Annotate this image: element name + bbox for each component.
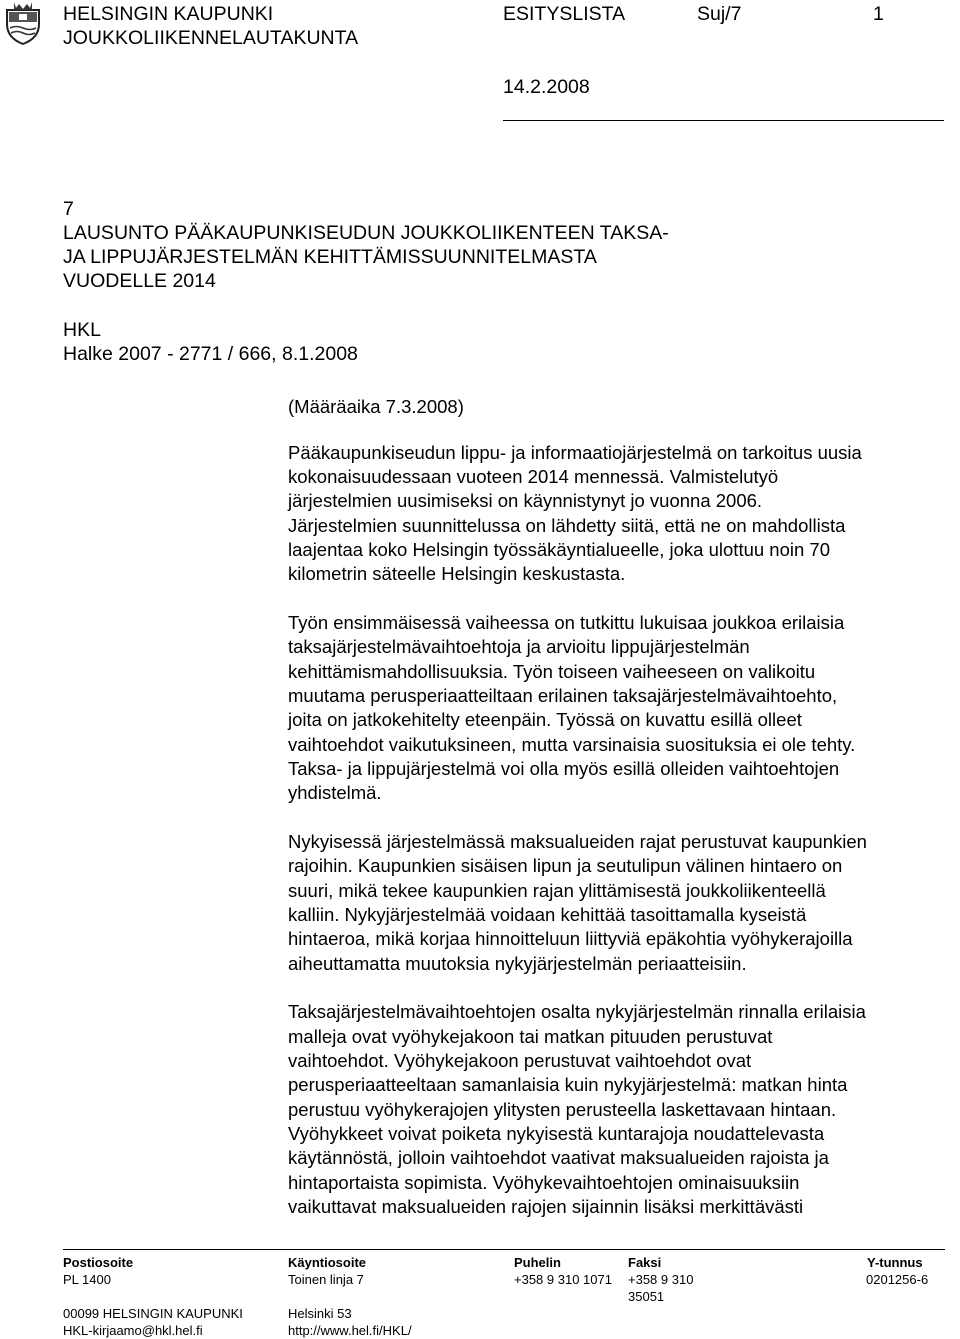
case-reference: Halke 2007 - 2771 / 666, 8.1.2008 (63, 343, 358, 365)
footer-visit-label: Käyntiosoite (288, 1255, 367, 1270)
document-type: ESITYSLISTA (503, 3, 626, 25)
paragraph-line: yhdistelmä. (288, 782, 382, 803)
helsinki-coat-of-arms-logo (2, 0, 44, 46)
footer-website: http://www.hel.fi/HKL/ (288, 1323, 412, 1338)
deadline: (Määräaika 7.3.2008) (288, 396, 464, 417)
footer-divider (63, 1249, 945, 1250)
item-number: 7 (63, 198, 74, 220)
footer-email: HKL-kirjaamo@hkl.hel.fi (63, 1323, 203, 1338)
paragraph-line: vaikuttavat maksualueiden rajojen sijainnin lisäksi merkittävästi (288, 1196, 804, 1217)
footer-phone-label: Puhelin (514, 1255, 561, 1270)
paragraph-line: vaihtoehdot. Vyöhykejakoon perustuvat vaihtoehdot ovat (288, 1050, 752, 1071)
paragraph-line: kokonaisuudessaan vuoteen 2014 mennessä. Valmistelutyö (288, 466, 779, 487)
paragraph-line: Nykyisessä järjestelmässä maksualueiden rajat perustuvat kaupunkien (288, 831, 867, 852)
paragraph-line: joita on jatkokehitelty eteenpäin. Työssä on kuvattu esillä olleet (288, 709, 802, 730)
item-title-line: LAUSUNTO PÄÄKAUPUNKISEUDUN JOUKKOLIIKENTEEN TAKSA- (63, 222, 669, 244)
paragraph-line: aiheuttamatta muutoksia nykyjärjestelmän periaatteisiin. (288, 953, 747, 974)
footer-postal-box: PL 1400 (63, 1272, 111, 1287)
footer-phone: +358 9 310 1071 (514, 1272, 612, 1287)
header-divider (503, 120, 944, 121)
item-title-line: JA LIPPUJÄRJESTELMÄN KEHITTÄMISSUUNNITELMASTA (63, 246, 597, 268)
paragraph-line: kehittämismahdollisuuksia. Työn toiseen vaiheeseen on valikoitu (288, 661, 816, 682)
footer-business-id: 0201256-6 (866, 1272, 929, 1287)
paragraph-line: järjestelmien uusimiseksi on käynnistynyt jo vuonna 2006. (288, 490, 763, 511)
paragraph-line: malleja ovat vyöhykejakoon tai matkan pituuden perustuvat (288, 1026, 773, 1047)
footer-business-id-label: Y-tunnus (867, 1255, 923, 1270)
page-number: 1 (873, 3, 884, 25)
footer-fax-label: Faksi (628, 1255, 662, 1270)
paragraph-line: laajentaa koko Helsingin työssäkäyntialueelle, joka ulottuu noin 70 (288, 539, 830, 560)
paragraph-line: Vyöhykkeet voivat poiketa nykyisestä kuntarajoja noudattelevasta (288, 1123, 825, 1144)
meeting-date: 14.2.2008 (503, 76, 590, 98)
paragraph-line: hintaportaista sopimista. Vyöhykevaihtoehtojen ominaisuuksiin (288, 1172, 800, 1193)
issuing-unit: HKL (63, 319, 101, 341)
paragraph-line: perusperiaatteeltaan samanlaisia kuin nykyjärjestelmä: matkan hinta (288, 1074, 848, 1095)
paragraph-line: taksajärjestelmävaihtoehtoja ja arvioitu lippujärjestelmän (288, 636, 750, 657)
paragraph-line: suuri, mikä tekee kaupunkien rajan ylittämisestä joukkoliikenteellä (288, 880, 826, 901)
paragraph-line: Työn ensimmäisessä vaiheessa on tutkittu lukuisaa joukkoa erilaisia (288, 612, 845, 633)
footer-visit-street: Toinen linja 7 (288, 1272, 364, 1287)
paragraph-line: Järjestelmien suunnittelussa on lähdetty siitä, että ne on mahdollista (288, 515, 846, 536)
paragraph-line: vaihtoehdot vaikutuksineen, mutta varsinaisia suosituksia ei ole tehty. (288, 734, 856, 755)
footer-fax-line: 35051 (628, 1289, 665, 1304)
footer-postal-city: 00099 HELSINGIN KAUPUNKI (63, 1306, 243, 1321)
section-ref: Suj/7 (697, 3, 742, 25)
paragraph-line: kilometrin säteelle Helsingin keskustasta. (288, 563, 626, 584)
footer-fax-line: +358 9 310 (628, 1272, 694, 1287)
paragraph-line: rajoihin. Kaupunkien sisäisen lipun ja seutulipun välinen hintaero on (288, 855, 843, 876)
paragraph-line: perustuu vyöhykerajojen ylitysten perusteella laskettavaan hintaan. (288, 1099, 837, 1120)
paragraph-line: kalliin. Nykyjärjestelmää voidaan kehittää tasoittamalla kyseistä (288, 904, 807, 925)
footer-postal-label: Postiosoite (63, 1255, 134, 1270)
org-name: HELSINGIN KAUPUNKI (63, 3, 274, 25)
paragraph-line: Taksa- ja lippujärjestelmä voi olla myös esillä olleiden vaihtoehtojen (288, 758, 840, 779)
paragraph-line: käytännöstä, jolloin vaihtoehdot vaativat maksualueiden rajoista ja (288, 1147, 829, 1168)
board-name: JOUKKOLIIKENNELAUTAKUNTA (63, 27, 359, 49)
paragraph-line: hintaeroa, mikä korjaa hinnoitteluun liittyviä epäkohtia vyöhykerajoilla (288, 928, 853, 949)
paragraph-line: Taksajärjestelmävaihtoehtojen osalta nykyjärjestelmän rinnalla erilaisia (288, 1001, 866, 1022)
paragraph-line: Pääkaupunkiseudun lippu- ja informaatiojärjestelmä on tarkoitus uusia (288, 442, 862, 463)
footer-visit-city: Helsinki 53 (288, 1306, 352, 1321)
paragraph-line: muutama perusperiaatteiltaan erilainen taksajärjestelmävaihtoehto, (288, 685, 838, 706)
item-title-line: VUODELLE 2014 (63, 270, 216, 292)
